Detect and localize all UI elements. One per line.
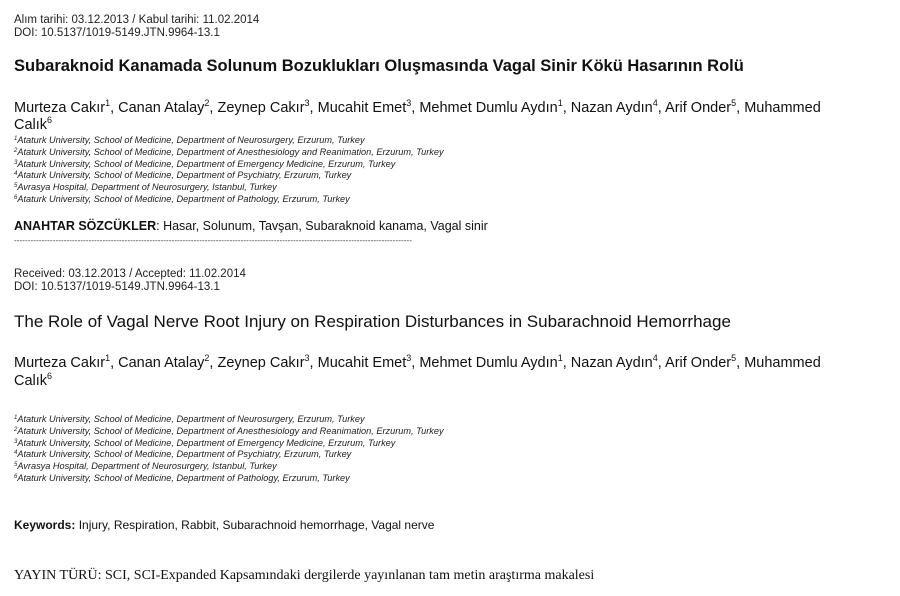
tr-keywords-label: ANAHTAR SÖZCÜKLER — [14, 219, 157, 233]
author-sep: , — [411, 100, 420, 116]
author-sup: 2 — [204, 98, 210, 108]
affiliation-num: 5 — [14, 183, 18, 190]
author-sep: , — [562, 100, 571, 116]
affiliation-num: 2 — [14, 426, 18, 433]
tr-keywords — [14, 219, 488, 233]
author-name: Nazan Aydın — [570, 355, 653, 371]
en-author-line2 — [14, 372, 52, 390]
author-sup: 1 — [557, 353, 563, 363]
affiliation-text: Ataturk University, School of Medicine, Department of Emergency Medicine, Erzurum, Turkey — [17, 158, 396, 169]
author-sup: 1 — [557, 98, 563, 108]
author-name: Mucahit Emet — [317, 100, 407, 116]
affiliation-text: Ataturk University, School of Medicine, Department of Emergency Medicine, Erzurum, Turkey — [17, 437, 396, 448]
affiliation-line — [14, 194, 444, 206]
en-title: The Role of Vagal Nerve Root Injury on Respiration Disturbances in Subarachnoid Hemorrhage — [14, 312, 731, 331]
tr-doi-line: DOI: 10.5137/1019-5149.JTN.9964-13.1 — [14, 27, 220, 39]
author-sup: 4 — [652, 353, 658, 363]
author-sep: , — [209, 100, 218, 116]
affiliation-num: 6 — [14, 194, 18, 201]
author-sup: 5 — [731, 353, 737, 363]
affiliation-text: Ataturk University, School of Medicine, Department of Anesthesiology and Reanimation, Erzurum, Turkey — [17, 146, 444, 157]
affiliation-num: 1 — [14, 136, 18, 142]
author-sup: 3 — [406, 98, 412, 108]
affiliation-text: Ataturk University, School of Medicine, Department of Pathology, Erzurum, Turkey — [17, 472, 350, 483]
tr-received-line: Alım tarihi: 03.12.2013 / Kabul tarihi: 11.02.2014 — [14, 14, 260, 26]
affiliation-text: Ataturk University, School of Medicine, Department of Psychiatry, Erzurum, Turkey — [17, 449, 352, 460]
author-sep: , — [657, 355, 666, 371]
affiliation-num: 4 — [14, 171, 18, 178]
affiliation-line — [14, 438, 444, 450]
affiliation-line — [14, 414, 444, 426]
affiliation-line — [14, 147, 444, 159]
author-sup: 3 — [406, 353, 412, 363]
author-sup: 1 — [105, 353, 111, 363]
affiliation-num: 3 — [14, 159, 18, 166]
en-author-list — [14, 354, 821, 372]
author-name: Nazan Aydın — [570, 100, 653, 116]
affiliation-line — [14, 461, 444, 473]
author-sep: , — [309, 355, 318, 371]
en-affiliations — [14, 414, 444, 485]
author-sup: 6 — [47, 115, 53, 125]
affiliation-num: 5 — [14, 462, 18, 469]
author-name: Calık — [14, 373, 48, 389]
affiliation-text: Ataturk University, School of Medicine, Department of Anesthesiology and Reanimation, Erzurum, Turkey — [17, 425, 444, 436]
author-sup: 6 — [47, 371, 53, 381]
affiliation-text: Ataturk University, School of Medicine, Department of Neurosurgery, Erzurum, Turkey — [17, 414, 365, 424]
tr-title: Subaraknoid Kanamada Solunum Bozuklukları Oluşmasında Vagal Sinir Kökü Hasarının Rolü — [14, 57, 744, 75]
author-sep: , — [110, 355, 119, 371]
author-name: Murteza Cakır — [14, 355, 106, 371]
author-name: Mucahit Emet — [317, 355, 407, 371]
author-sep: , — [110, 100, 119, 116]
affiliation-num: 1 — [14, 415, 18, 421]
author-name: Canan Atalay — [118, 355, 205, 371]
author-sup: 2 — [204, 353, 210, 363]
affiliation-text: Ataturk University, School of Medicine, Department of Psychiatry, Erzurum, Turkey — [17, 170, 352, 181]
author-name: Calık — [14, 117, 48, 133]
author-name: Zeynep Cakır — [217, 100, 305, 116]
author-sup: 4 — [652, 98, 658, 108]
author-name: Arif Onder — [665, 355, 732, 371]
en-received-line: Received: 03.12.2013 / Accepted: 11.02.2014 — [14, 268, 246, 280]
en-doi-line: DOI: 10.5137/1019-5149.JTN.9964-13.1 — [14, 281, 220, 293]
affiliation-num: 2 — [14, 147, 18, 154]
author-name: Murteza Cakır — [14, 100, 106, 116]
section-divider: ------------------------------------------------------------------------------------------------------------------------------------------------ — [14, 236, 413, 245]
tr-keywords-text: : Hasar, Solunum, Tavşan, Subaraknoid kanama, Vagal sinir — [156, 219, 488, 233]
affiliation-text: Avrasya Hospital, Department of Neurosurgery, Istanbul, Turkey — [17, 182, 277, 193]
author-sup: 3 — [304, 98, 310, 108]
author-sep: , — [736, 100, 745, 116]
affiliation-line — [14, 473, 444, 485]
affiliation-num: 6 — [14, 473, 18, 480]
en-keywords-text: Injury, Respiration, Rabbit, Subarachnoid hemorrhage, Vagal nerve — [75, 518, 435, 532]
author-name: Mehmet Dumlu Aydın — [419, 355, 558, 371]
author-name: Muhammed — [744, 355, 821, 371]
affiliation-text: Avrasya Hospital, Department of Neurosurgery, Istanbul, Turkey — [17, 461, 277, 472]
author-sep: , — [209, 355, 218, 371]
author-name: Zeynep Cakır — [217, 355, 305, 371]
affiliation-text: Ataturk University, School of Medicine, Department of Neurosurgery, Erzurum, Turkey — [17, 135, 365, 145]
author-name: Mehmet Dumlu Aydın — [419, 100, 558, 116]
author-sep: , — [309, 100, 318, 116]
author-sep: , — [736, 355, 745, 371]
author-sup: 1 — [105, 98, 111, 108]
tr-affiliations — [14, 135, 444, 206]
affiliation-line — [14, 135, 444, 147]
author-name: Arif Onder — [665, 100, 732, 116]
author-sep: , — [657, 100, 666, 116]
author-sup: 5 — [731, 98, 737, 108]
author-name: Muhammed — [744, 100, 821, 116]
affiliation-line — [14, 159, 444, 171]
affiliation-num: 3 — [14, 438, 18, 445]
publication-type-footer: YAYIN TÜRÜ: SCI, SCI-Expanded Kapsamındaki dergilerde yayınlanan tam metin araştırma makalesi — [14, 568, 595, 583]
affiliation-text: Ataturk University, School of Medicine, Department of Pathology, Erzurum, Turkey — [17, 193, 350, 204]
en-keywords — [14, 518, 434, 532]
en-keywords-label: Keywords: — [14, 518, 76, 532]
author-name: Canan Atalay — [118, 100, 205, 116]
affiliation-line — [14, 449, 444, 461]
tr-author-list — [14, 99, 821, 117]
affiliation-line — [14, 426, 444, 438]
author-sep: , — [562, 355, 571, 371]
tr-author-line2 — [14, 116, 52, 134]
affiliation-num: 4 — [14, 450, 18, 457]
affiliation-line — [14, 182, 444, 194]
author-sep: , — [411, 355, 420, 371]
affiliation-line — [14, 170, 444, 182]
author-sup: 3 — [304, 353, 310, 363]
